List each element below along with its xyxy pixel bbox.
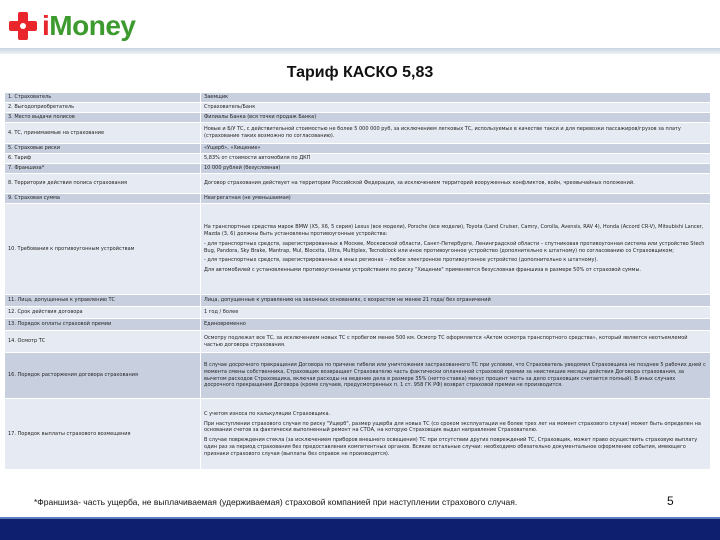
row-value-paragraph: В случае досрочного прекращения Договора по причине гибели или уничтожения застрахованного ТС при условии, что Страхователь уведомил Страховщика не позднее 5 рабочих дней с момента смены собственника, Страховщик возвращает Страхователю часть фактически оплаченной страховой премии за неистекшие месяцы действия Договора страхования, за вычетом расходов Страховщика, включая расходы на ведение дела в размере 35% (нетто-ставка) минус процент часть за дело страховщик считается полный). В иных случаях досрочного прекращения Договора (кроме случаев, предусмотренных п. 1 ст. 958 ГК РФ) возврат страховой премии не производится. — [204, 362, 706, 389]
table-row — [5, 331, 711, 353]
row-value-paragraph: Единовременно — [204, 321, 246, 328]
row-value-paragraph: Лица, допущенные к управлению на законных основаниях, с возрастом не менее 21 года/ без ограничений — [204, 297, 491, 304]
row-value-paragraph: Страхователь/Банк — [204, 104, 256, 111]
row-value-paragraph: Для автомобилей с установленными противоугонными устройствами по риску "Хищение" применяется безусловная франшиза в размере 50% от страховой суммы. — [204, 267, 641, 273]
row-value — [201, 194, 711, 204]
medical-cross-icon — [8, 11, 38, 41]
row-value-paragraph: Новые и Б/У ТС, с действительной стоимостью не более 5 000 000 руб, за исключением легковых ТС, используемых в качестве такси и для перевозки пассажиров/грузов за плату (страхование таких возможно по согласованию). — [204, 126, 681, 139]
table-row — [5, 319, 711, 331]
header-divider — [0, 48, 720, 54]
imoney-logo — [8, 6, 135, 46]
table-row — [5, 174, 711, 194]
table-row — [5, 144, 711, 154]
row-value — [201, 174, 711, 194]
row-label: 13. Порядок оплаты страховой премии — [5, 319, 201, 331]
row-value-paragraph: Филиалы Банка (вся точки продаж Банка) — [204, 114, 317, 121]
table-row — [5, 399, 711, 470]
row-value-paragraph: В случае повреждения стекла (за исключением приборов внешнего освещения) ТС при отсутствии других повреждений ТС, Страховщик, может право осуществить страховую выплату один раз за период страхования без предоставления компетентных органов. Всякие остальные случаи: необходимо обязательно документальное оформление события, имеющего признаки страхового случая (выплаты без справок не производятся). — [204, 437, 698, 457]
row-value-paragraph: «Ущерб», «Хищение» — [204, 145, 261, 152]
row-label: 9. Страховая сумма — [5, 194, 201, 204]
row-value — [201, 307, 711, 319]
row-label: 14. Осмотр ТС — [5, 331, 201, 353]
table-row — [5, 113, 711, 123]
page-number: 5 — [667, 494, 674, 508]
logo-text: iMoney — [42, 10, 136, 41]
row-value-paragraph: 5,83% от стоимости автомобиля по ДКП — [204, 155, 311, 162]
table-row — [5, 307, 711, 319]
row-value — [201, 331, 711, 353]
table-row — [5, 164, 711, 174]
row-value — [201, 319, 711, 331]
row-value — [201, 103, 711, 113]
row-value-paragraph: - для транспортных средств, зарегистрированных в Москве, Московской области, Санкт-Петербурге, Ленинградской области – спутниковая противоугонная система или устройство Stech Bug, Pandora, Sky Brake, Mantrap, Mul, Blocxita, Ultra, Multiplex, Tecnoblock или иное противоугонное устройство (дополнительно к штатному) по согласованию со Страховщиком; — [204, 240, 705, 254]
row-label: 17. Порядок выплаты страхового возмещения — [5, 399, 201, 470]
row-label: 1. Страхователь — [5, 93, 201, 103]
table-row — [5, 93, 711, 103]
row-value — [201, 113, 711, 123]
row-value-paragraph: При наступлении страхового случая по риску "Ущерб", размер ущерба для новых ТС (со сроком эксплуатации не более трех лет на момент страхового случая) может быть определен на основании счетов за фактически выполненный ремонт на СТОА, на которую Страховщик выдал направление Страхователю. — [204, 420, 701, 434]
page-title: Тариф КАСКО 5,83 — [286, 64, 434, 81]
row-value — [201, 154, 711, 164]
table-row — [5, 154, 711, 164]
row-label: 5. Страховые риски — [5, 144, 201, 154]
row-value — [201, 353, 711, 399]
row-value-paragraph: - для транспортных средств, зарегистрированных в иных регионах – любое электронное противоугонное устройство (дополнительно к штатному). — [204, 257, 598, 264]
table-row — [5, 353, 711, 399]
table-row — [5, 123, 711, 144]
row-label: 11. Лица, допущенные к управлению ТС — [5, 295, 201, 307]
row-value — [201, 164, 711, 174]
row-label: 6. Тариф — [5, 154, 201, 164]
footnote: *Франшиза- часть ущерба, не выплачиваемая (удерживаемая) страховой компанией при наступлении страхового случая. — [34, 497, 518, 507]
row-label: 3. Место выдачи полисов — [5, 113, 201, 123]
row-value — [201, 295, 711, 307]
row-value-paragraph: 1 год / более — [204, 309, 239, 316]
row-value-paragraph: На транспортные средства марок BMW (X5, X6, 5 серия) Lexus (все модели), Porsche (все модели), Toyota (Land Cruiser, Camry, Corolla, Avensis, RAV 4), Honda (Accord CR-V), Mitsubishi Lancer, Mazda (3, 6) должны быть установлены противоугонные устройства: — [204, 224, 704, 237]
row-label: 2. Выгодоприобретатель — [5, 103, 201, 113]
row-label: 10. Требования к противоугонным устройствам — [5, 204, 201, 295]
row-value-paragraph: Осмотру подлежат все ТС, за исключением новых ТС с пробегом менее 500 км. Осмотр ТС оформляется «Актом осмотра транспортного средства», который является неотъемлемой частью договора страхования. — [204, 334, 688, 348]
table-row — [5, 204, 711, 295]
row-value-paragraph: Заемщик — [204, 94, 229, 101]
table-row — [5, 295, 711, 307]
row-label: 8. Территория действия полиса страхования — [5, 174, 201, 194]
table-row — [5, 194, 711, 204]
row-value — [201, 399, 711, 470]
row-value — [201, 144, 711, 154]
row-value-paragraph: 10 000 рублей (безусловная) — [204, 165, 281, 172]
row-value-paragraph: Договор страхования действует на территории Российской Федерации, за исключением территорий вооруженных конфликтов, войн, чрезвычайных положений. — [204, 180, 635, 187]
row-value-paragraph: С учетом износа по калькуляции Страховщика. — [204, 410, 331, 417]
row-value — [201, 123, 711, 144]
row-label: 16. Порядок расторжения договора страхования — [5, 353, 201, 399]
row-label: 7. Франшиза* — [5, 164, 201, 174]
table-row — [5, 103, 711, 113]
footer-band — [0, 517, 720, 540]
row-value — [201, 93, 711, 103]
row-value-paragraph: Неагрегатная (не уменьшаемая) — [204, 195, 291, 202]
tariff-table — [4, 92, 711, 470]
row-label: 12. Срок действия договора — [5, 307, 201, 319]
row-value — [201, 204, 711, 295]
row-label: 4. ТС, принимаемые на страхование — [5, 123, 201, 144]
